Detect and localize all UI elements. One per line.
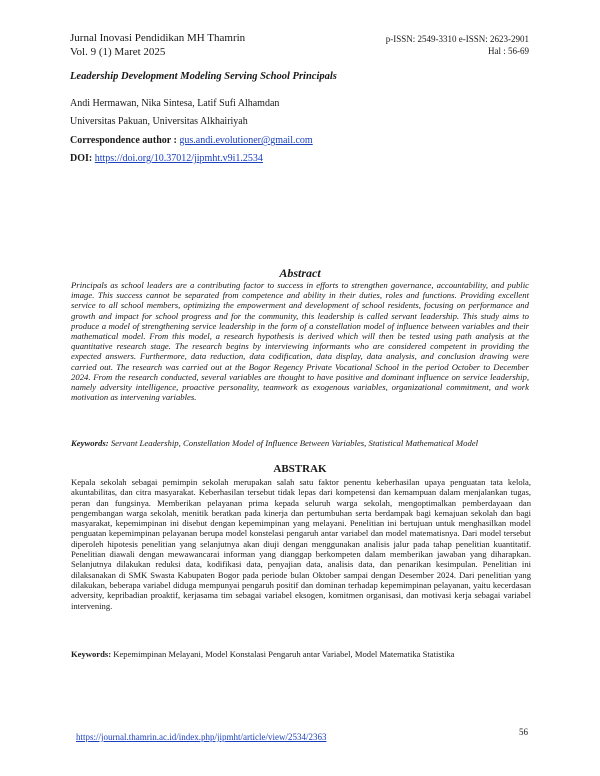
footer-article-link[interactable]: https://journal.thamrin.ac.id/index.php/jipmht/article/view/2534/2363 xyxy=(76,732,327,742)
journal-volume: Vol. 9 (1) Maret 2025 xyxy=(70,46,166,58)
journal-header xyxy=(70,31,245,59)
correspondence-email-link[interactable]: gus.andi.evolutioner@gmail.com xyxy=(179,135,313,146)
keywords-label: Keywords: xyxy=(71,438,109,448)
abstrak-keywords-text: Kepemimpinan Melayani, Model Konstalasi Pengaruh antar Variabel, Model Matematika Statistika xyxy=(113,649,455,659)
correspondence-label: Correspondence author : xyxy=(70,135,177,146)
doi-label: DOI: xyxy=(70,153,93,164)
page-number: 56 xyxy=(519,727,528,737)
keywords-text: Servant Leadership, Constellation Model of Influence Between Variables, Statistical Mathematical Model xyxy=(110,438,479,448)
abstrak-keywords-label: Keywords: xyxy=(71,649,112,659)
abstrak-heading: ABSTRAK xyxy=(273,463,327,475)
affiliation: Universitas Pakuan, Universitas Alkhairiyah xyxy=(70,116,248,127)
journal-name: Jurnal Inovasi Pendidikan MH Thamrin xyxy=(70,32,246,44)
issn-text: p-ISSN: 2549-3310 e-ISSN: 2623-2901 xyxy=(385,34,529,44)
doi xyxy=(70,153,263,164)
abstract-heading: Abstract xyxy=(279,266,321,280)
abstrak-keywords xyxy=(71,649,541,659)
correspondence xyxy=(70,135,313,146)
authors: Andi Hermawan, Nika Sintesa, Latif Sufi Alhamdan xyxy=(70,98,280,109)
abstract-keywords xyxy=(71,438,541,448)
abstract-body: Principals as school leaders are a contributing factor to success in efforts to strengthen governance, accountability, and public image. This success cannot be separated from competence and ability in their duties, roles and functions. Providing excellent service to all school members, optimizing the empowerment and development of school residents, focusing on performance and growth and impact for school progress and for the community, this leadership is called servant leadership. This study aims to produce a model of strengthening service leadership in the form of a constellation model of influence between variables and their mathematical model. From this model, a research hypothesis is derived which will then be tested using path analysis at the quantitative research stage. The research begins by interviewing informants who are considered competent in providing the expected answers. Furthermore, data reduction, data codification, data display, data analysis, and conclusion drawing were carried out. The research was carried out at the Bogor Regency Private Vocational School in the period October to December 2024. From the research conducted, several variables are thought to have positive and dominant influence on service leadership, namely adversity intelligence, proactive personality, teamwork as exogenous variables, organizational commitment, and work motivation as intervening variables. xyxy=(71,280,529,403)
abstrak-body: Kepala sekolah sebagai pemimpin sekolah merupakan salah satu faktor penentu keberhasilan upaya penguatan tata kelola, akuntabilitas, dan citra masyarakat. Keberhasilan tersebut tidak lepas dari kompetensi dan kemampuan dalam menjalankan tugas, peran dan fungsinya. Memberikan pelayanan prima kepada seluruh warga sekolah, mengoptimalkan pemberdayaan dan pengembangan warga sekolah, menitik beratkan pada kinerja dan pertumbuhan serta berdampak bagi kemajuan sekolah dan bagi masyarakat, kepemimpinan ini disebut dengan kepemimpinan yang melayani. Penelitian ini bertujuan untuk menghasilkan model penguatan kepemimpinan pelayanan berupa model konstelasi pengaruh antar variabel dan model matematisnya. Dari model tersebut diperoleh hipotesis penelitian yang selanjutnya akan diuji dengan menggunakan analisis jalur pada tahap penelitian kuantitatif. Penelitian diawali dengan mewawancarai informan yang dianggap berkompeten dalam memberikan jawaban yang diharapkan. Selanjutnya dilakukan reduksi data, kodifikasi data, penyajian data, analisis data, dan penarikan kesimpulan. Penelitian ini dilaksanakan di SMK Swasta Kabupaten Bogor pada periode bulan Oktober sampai dengan Desember 2024. Dari penelitian yang dilakukan, beberapa variabel diduga mempunyai pengaruh positif dan dominan terhadap kepemimpinan pelayanan, yaitu kecerdasan adversity, kepribadian proaktif, kerjasama tim sebagai variabel eksogen, komitmen organisasi, dan motivasi kerja sebagai variabel intervening. xyxy=(71,477,531,611)
doi-link[interactable]: https://doi.org/10.37012/jipmht.v9i1.2534 xyxy=(94,153,263,164)
article-title: Leadership Development Modeling Serving School Principals xyxy=(70,71,337,82)
page-range: Hal : 56-69 xyxy=(488,46,529,56)
issn-block xyxy=(386,33,529,57)
